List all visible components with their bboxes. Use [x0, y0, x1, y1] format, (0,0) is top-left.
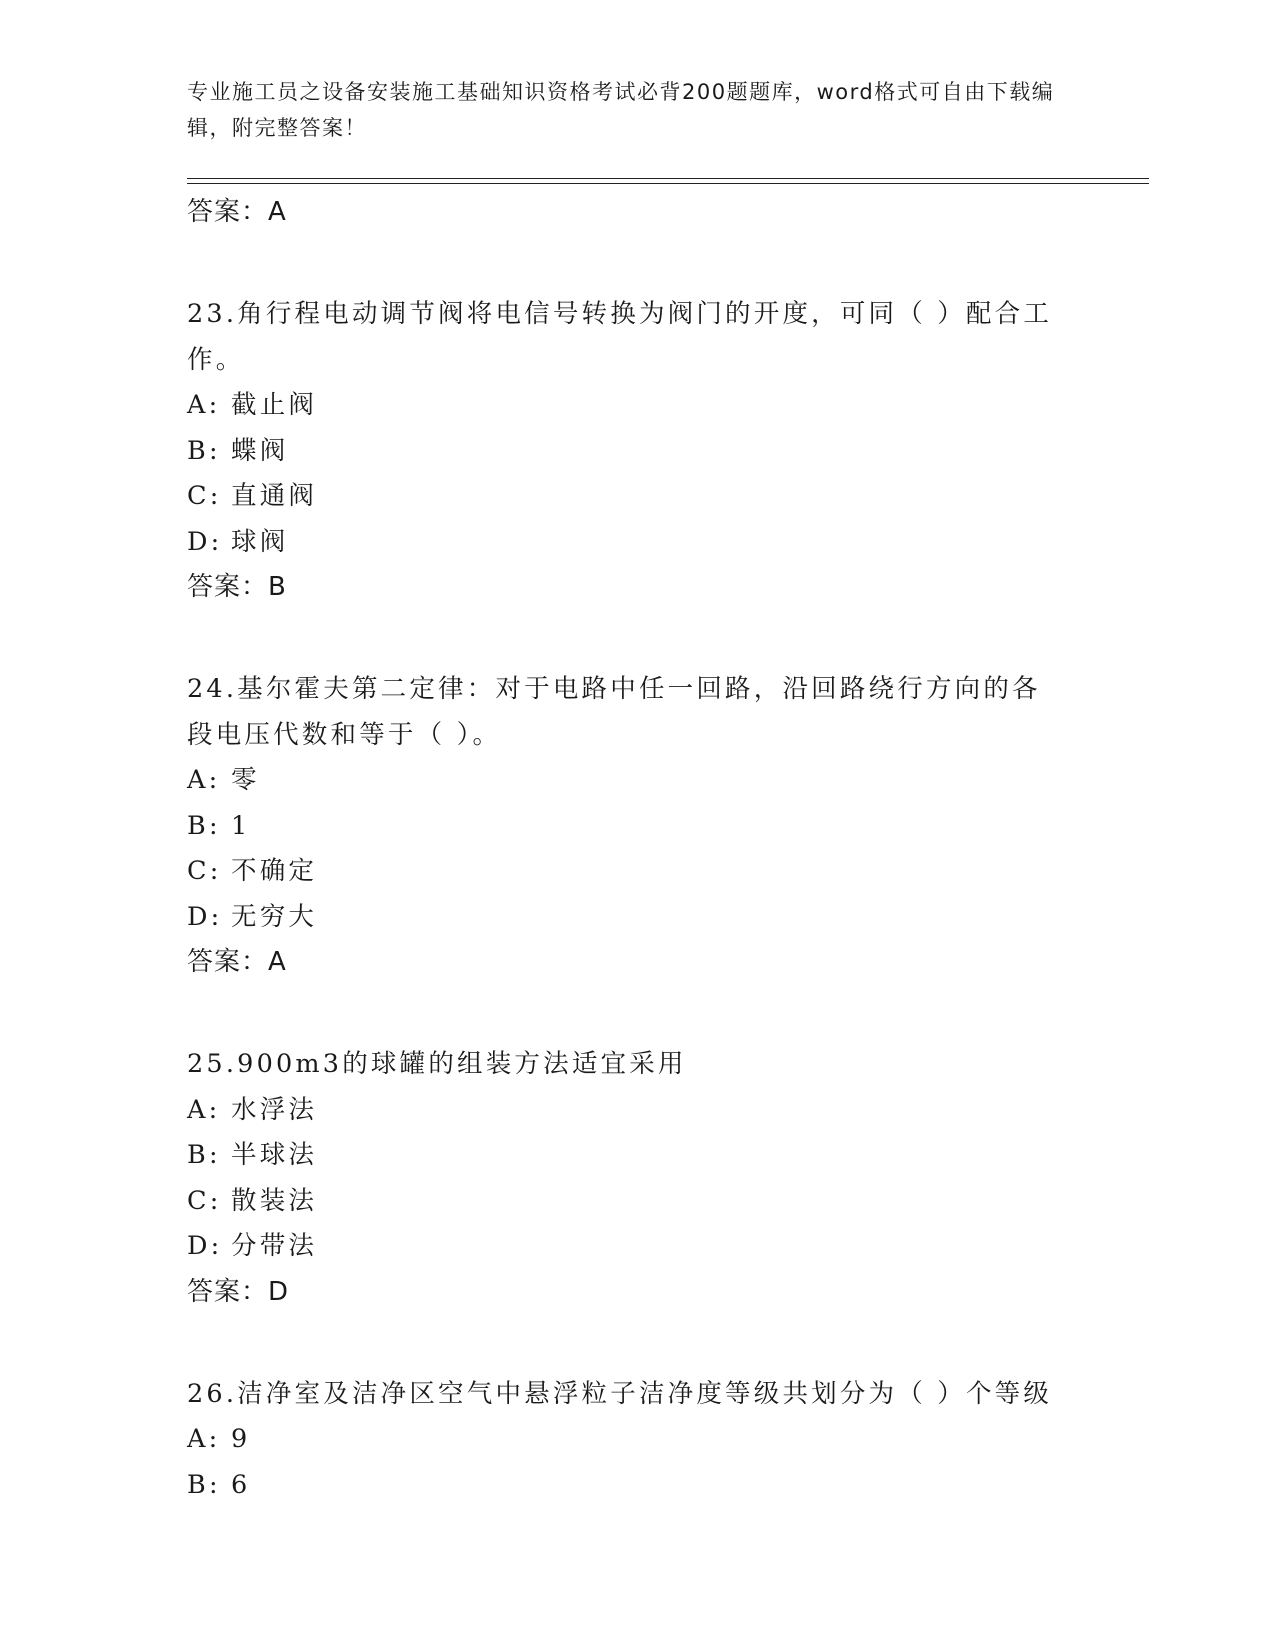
option-letter: A: [187, 1424, 221, 1454]
option-d [187, 895, 1087, 941]
option-letter: B: [187, 1140, 221, 1170]
option-letter: D: [187, 1231, 223, 1261]
document-header: 专业施工员之设备安装施工基础知识资格考试必背200题题库，word格式可自由下载编辑，附完整答案！ [187, 80, 1055, 140]
option-letter: A: [187, 1094, 221, 1125]
option-letter: A: [187, 390, 221, 420]
option-text: 截止阀 [231, 390, 318, 420]
option-d [187, 520, 1087, 566]
option-text: 无穷大 [231, 901, 318, 932]
option-a [187, 1088, 1087, 1134]
option-c [187, 474, 1087, 520]
option-text: 球阀 [231, 526, 289, 557]
option-text: 6 [231, 1469, 251, 1500]
option-letter: C: [187, 481, 222, 511]
option-letter: C: [187, 856, 222, 886]
question-block [187, 1372, 1087, 1509]
option-b [187, 1133, 1087, 1179]
option-letter: B: [187, 1469, 221, 1500]
option-letter: C: [187, 1185, 222, 1216]
option-text: 水浮法 [231, 1094, 318, 1125]
question-text: 23.角行程电动调节阀将电信号转换为阀门的开度，可同（ ）配合工作。 [187, 299, 1053, 375]
option-a [187, 758, 1087, 804]
option-text: 零 [231, 765, 260, 795]
answer-line: 答案：A [187, 947, 287, 977]
option-text: 半球法 [231, 1140, 318, 1170]
option-text: 9 [231, 1424, 251, 1454]
header-divider-top [187, 178, 1149, 179]
option-b [187, 804, 1087, 850]
option-text: 蝶阀 [231, 435, 289, 466]
option-b [187, 429, 1087, 475]
option-text: 1 [231, 810, 251, 841]
question-text: 24.基尔霍夫第二定律：对于电路中任一回路，沿回路绕行方向的各段电压代数和等于（ ）。 [187, 674, 1041, 750]
option-letter: D: [187, 526, 223, 557]
option-letter: B: [187, 810, 221, 841]
option-letter: A: [187, 765, 221, 795]
question-block [187, 667, 1087, 985]
option-c [187, 1179, 1087, 1225]
question-text: 25.900m3的球罐的组装方法适宜采用 [187, 1049, 687, 1079]
option-text: 不确定 [231, 856, 318, 886]
option-a [187, 383, 1087, 429]
option-text: 散装法 [231, 1185, 318, 1216]
option-b [187, 1463, 1087, 1509]
option-a [187, 1417, 1087, 1463]
document-body [187, 190, 1087, 1508]
option-text: 直通阀 [231, 481, 318, 511]
option-text: 分带法 [231, 1231, 318, 1261]
question-text: 26.洁净室及洁净区空气中悬浮粒子洁净度等级共划分为（ ）个等级 [187, 1378, 1053, 1409]
answer-line: 答案：D [187, 1276, 290, 1307]
question-block [187, 292, 1087, 610]
answer-line: 答案：A [187, 197, 287, 227]
option-letter: D: [187, 901, 223, 932]
option-d [187, 1224, 1087, 1270]
option-letter: B: [187, 435, 221, 466]
option-c [187, 849, 1087, 895]
answer-line: 答案：B [187, 572, 287, 602]
question-block [187, 1042, 1087, 1315]
header-divider-bottom [187, 183, 1149, 184]
